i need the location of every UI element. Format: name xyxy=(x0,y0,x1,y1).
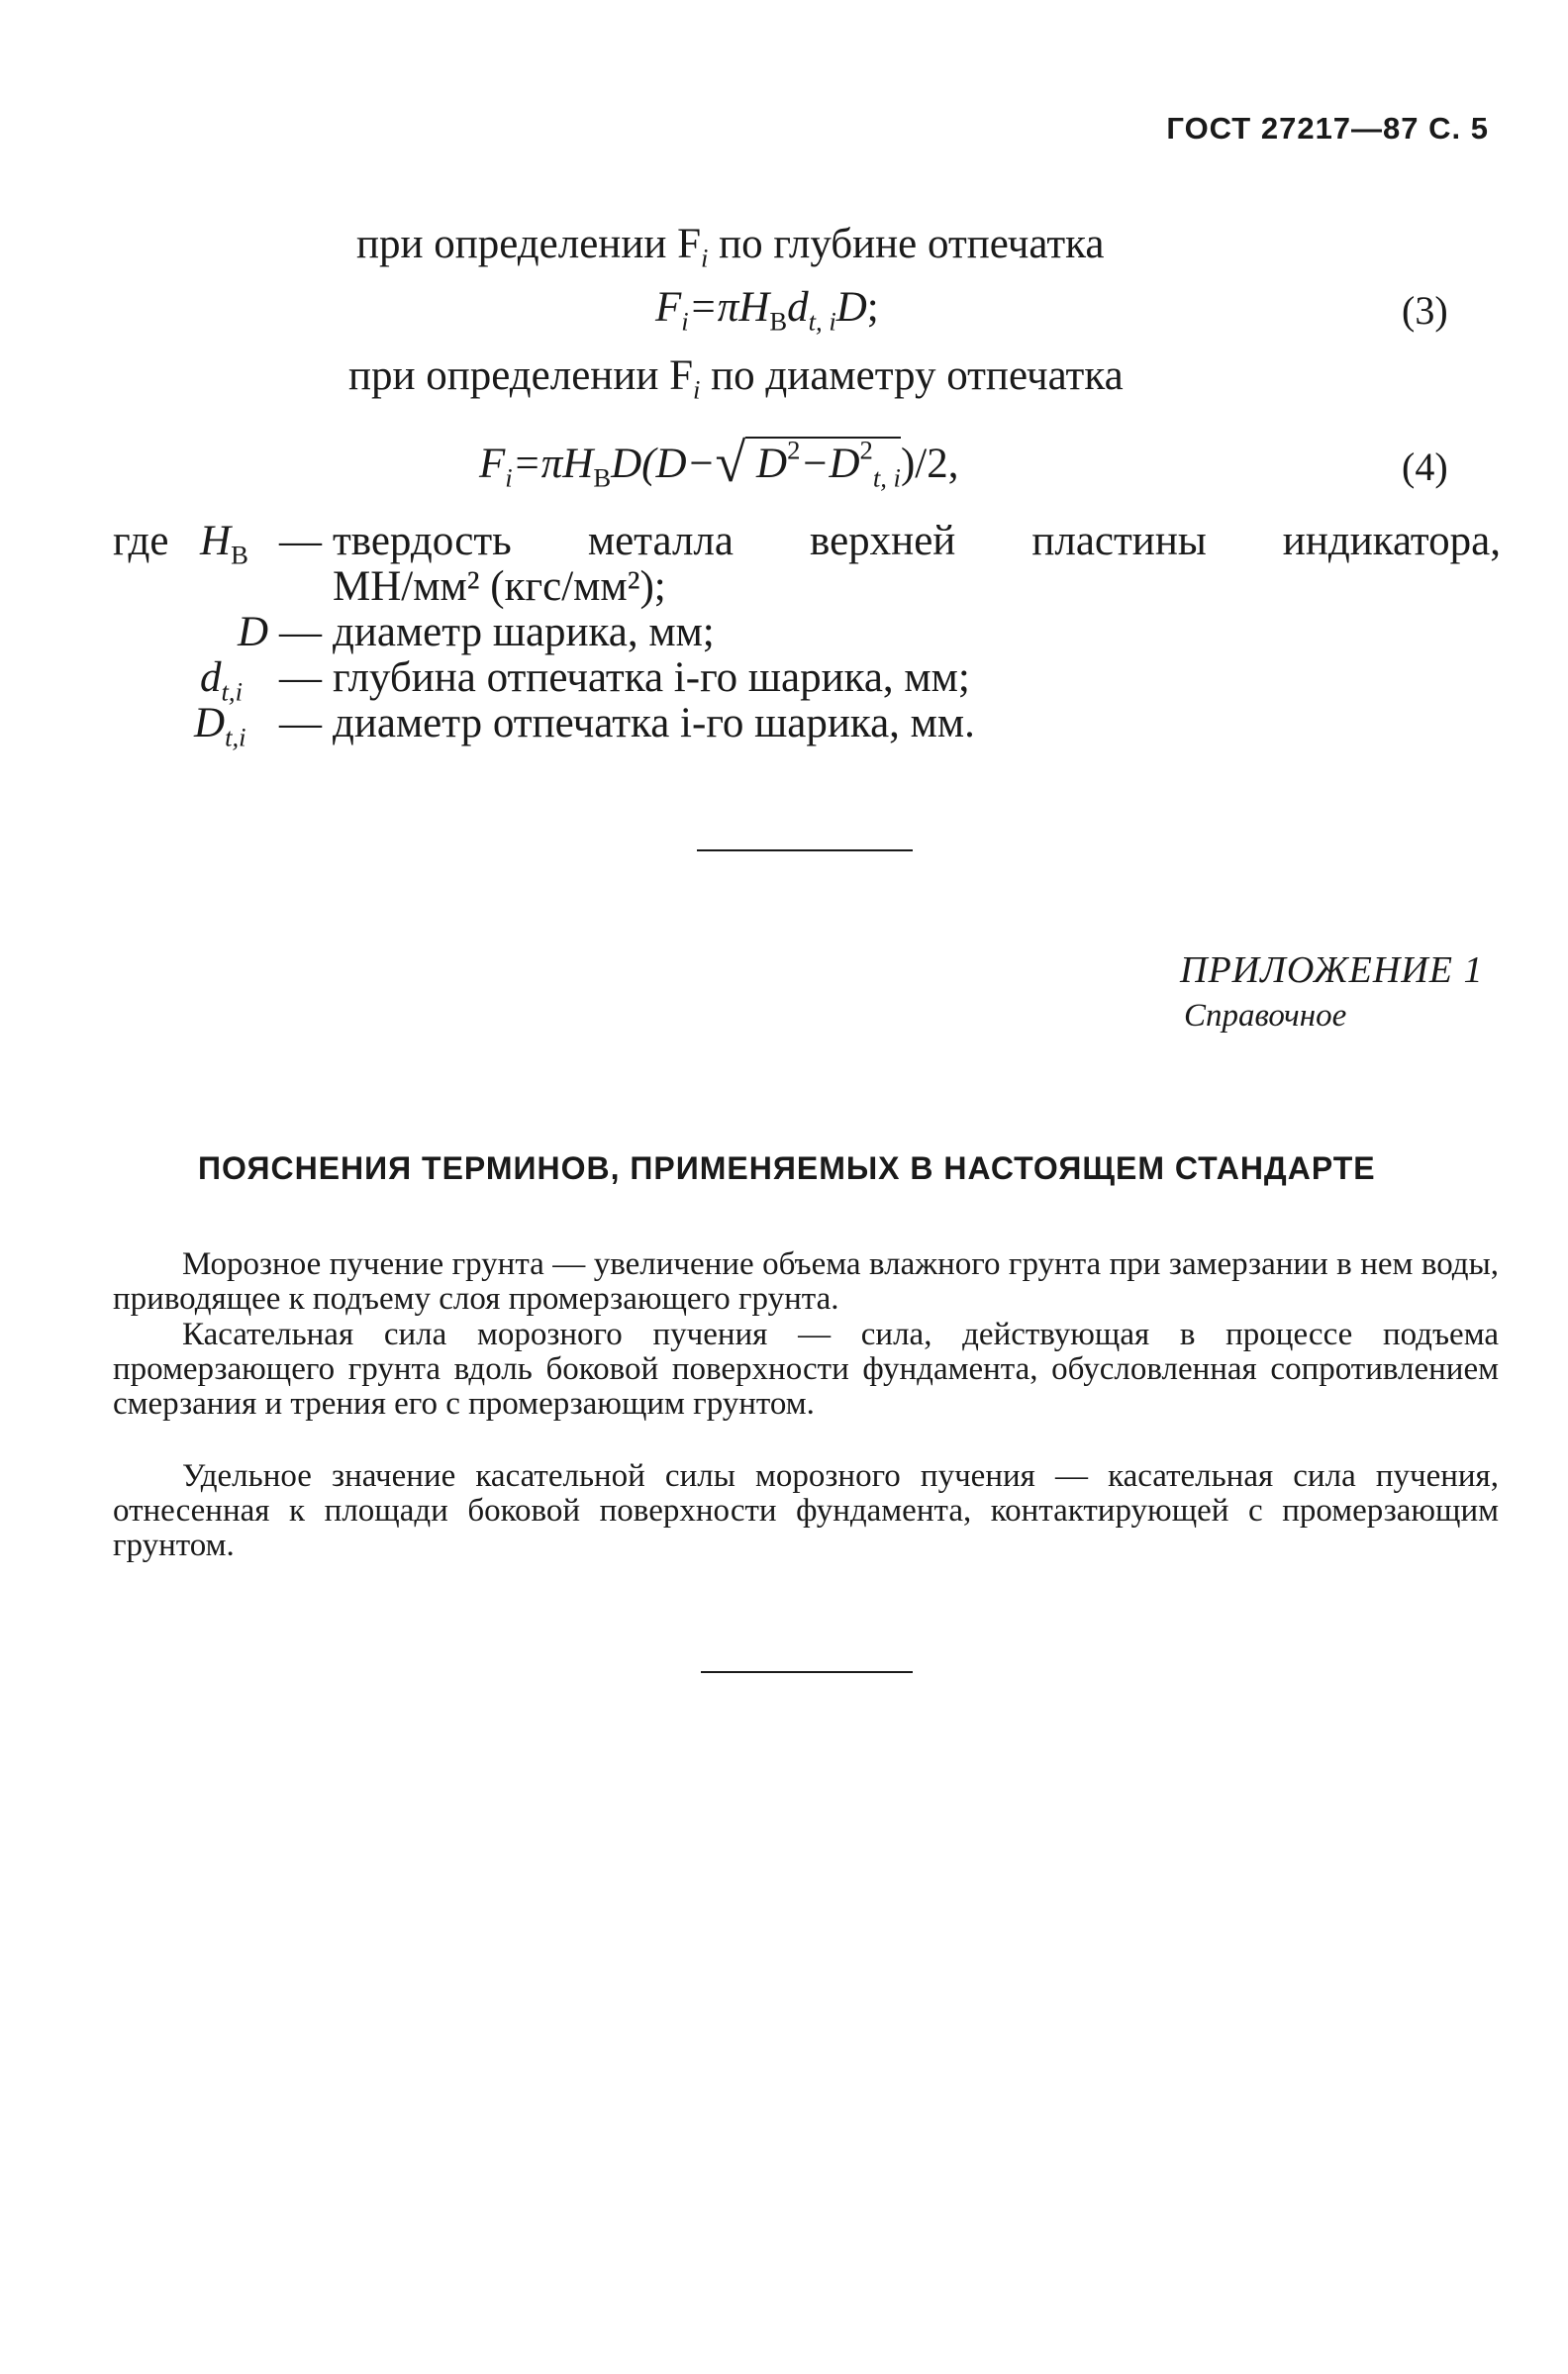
divider xyxy=(697,849,913,851)
legend-dash: — xyxy=(279,609,322,655)
legend-dash: — xyxy=(279,654,322,701)
equation-4-number: (4) xyxy=(1402,445,1448,489)
legend-dash: — xyxy=(279,700,322,746)
equation-4: $F_i=\pi H_ВD(D-√$ $D^2-D^2_{t, i})/2$, xyxy=(479,433,959,494)
legend-symbol-d: D xyxy=(238,609,269,655)
legend-text-Dti: диаметр отпечатка i-го шарика, мм. xyxy=(333,700,975,746)
equation-3: $F_i=\pi H_Вd_{t, i}D$; xyxy=(655,284,879,337)
legend-text-hb: твердость металла верхней пластины индикатора, xyxy=(333,518,1501,564)
paragraph-2: Касательная сила морозного пучения — сила, действующая в процессе подъема промерзающего грунта вдоль боковой поверхности фундамента, обусловленная сопротивлением смерзания и трения его с промерзающим грунтом. xyxy=(113,1317,1499,1422)
equation-3-number: (3) xyxy=(1402,288,1448,333)
legend-text-hb-units: МН/мм² (кгс/мм²); xyxy=(333,563,666,610)
legend-where: где xyxy=(113,518,169,564)
paragraph-3: Удельное значение касательной силы морозного пучения — касательная сила пучения, отнесенная к площади боковой поверхности фундамента, контактирующей с промерзающим грунтом. xyxy=(113,1458,1499,1563)
legend-symbol-dti: $d_{t,i}$ xyxy=(200,654,243,707)
formula-intro-diameter: при определении $F_i$ по диаметру отпечатка xyxy=(348,352,1124,405)
legend-text-d: диаметр шарика, мм; xyxy=(333,609,715,655)
legend-symbol-hb: $H_В$ xyxy=(200,518,248,570)
legend-symbol-Dti: $D_{t,i}$ xyxy=(194,700,246,752)
page-header: ГОСТ 27217—87 С. 5 xyxy=(1166,111,1489,146)
legend-dash: — xyxy=(279,518,322,564)
legend-text-dti: глубина отпечатка i-го шарика, мм; xyxy=(333,654,970,701)
appendix-title: ПРИЛОЖЕНИЕ 1 xyxy=(1180,949,1484,991)
section-heading: ПОЯСНЕНИЯ ТЕРМИНОВ, ПРИМЕНЯЕМЫХ В НАСТОЯЩЕМ СТАНДАРТЕ xyxy=(198,1150,1376,1186)
paragraph-1: Морозное пучение грунта — увеличение объема влажного грунта при замерзании в нем воды, приводящее к подъему слоя промерзающего грунта. xyxy=(113,1246,1499,1317)
appendix-subtitle: Справочное xyxy=(1184,998,1347,1034)
divider xyxy=(701,1671,913,1673)
formula-intro-depth: при определении $F_i$ по глубине отпечатка xyxy=(356,221,1105,273)
